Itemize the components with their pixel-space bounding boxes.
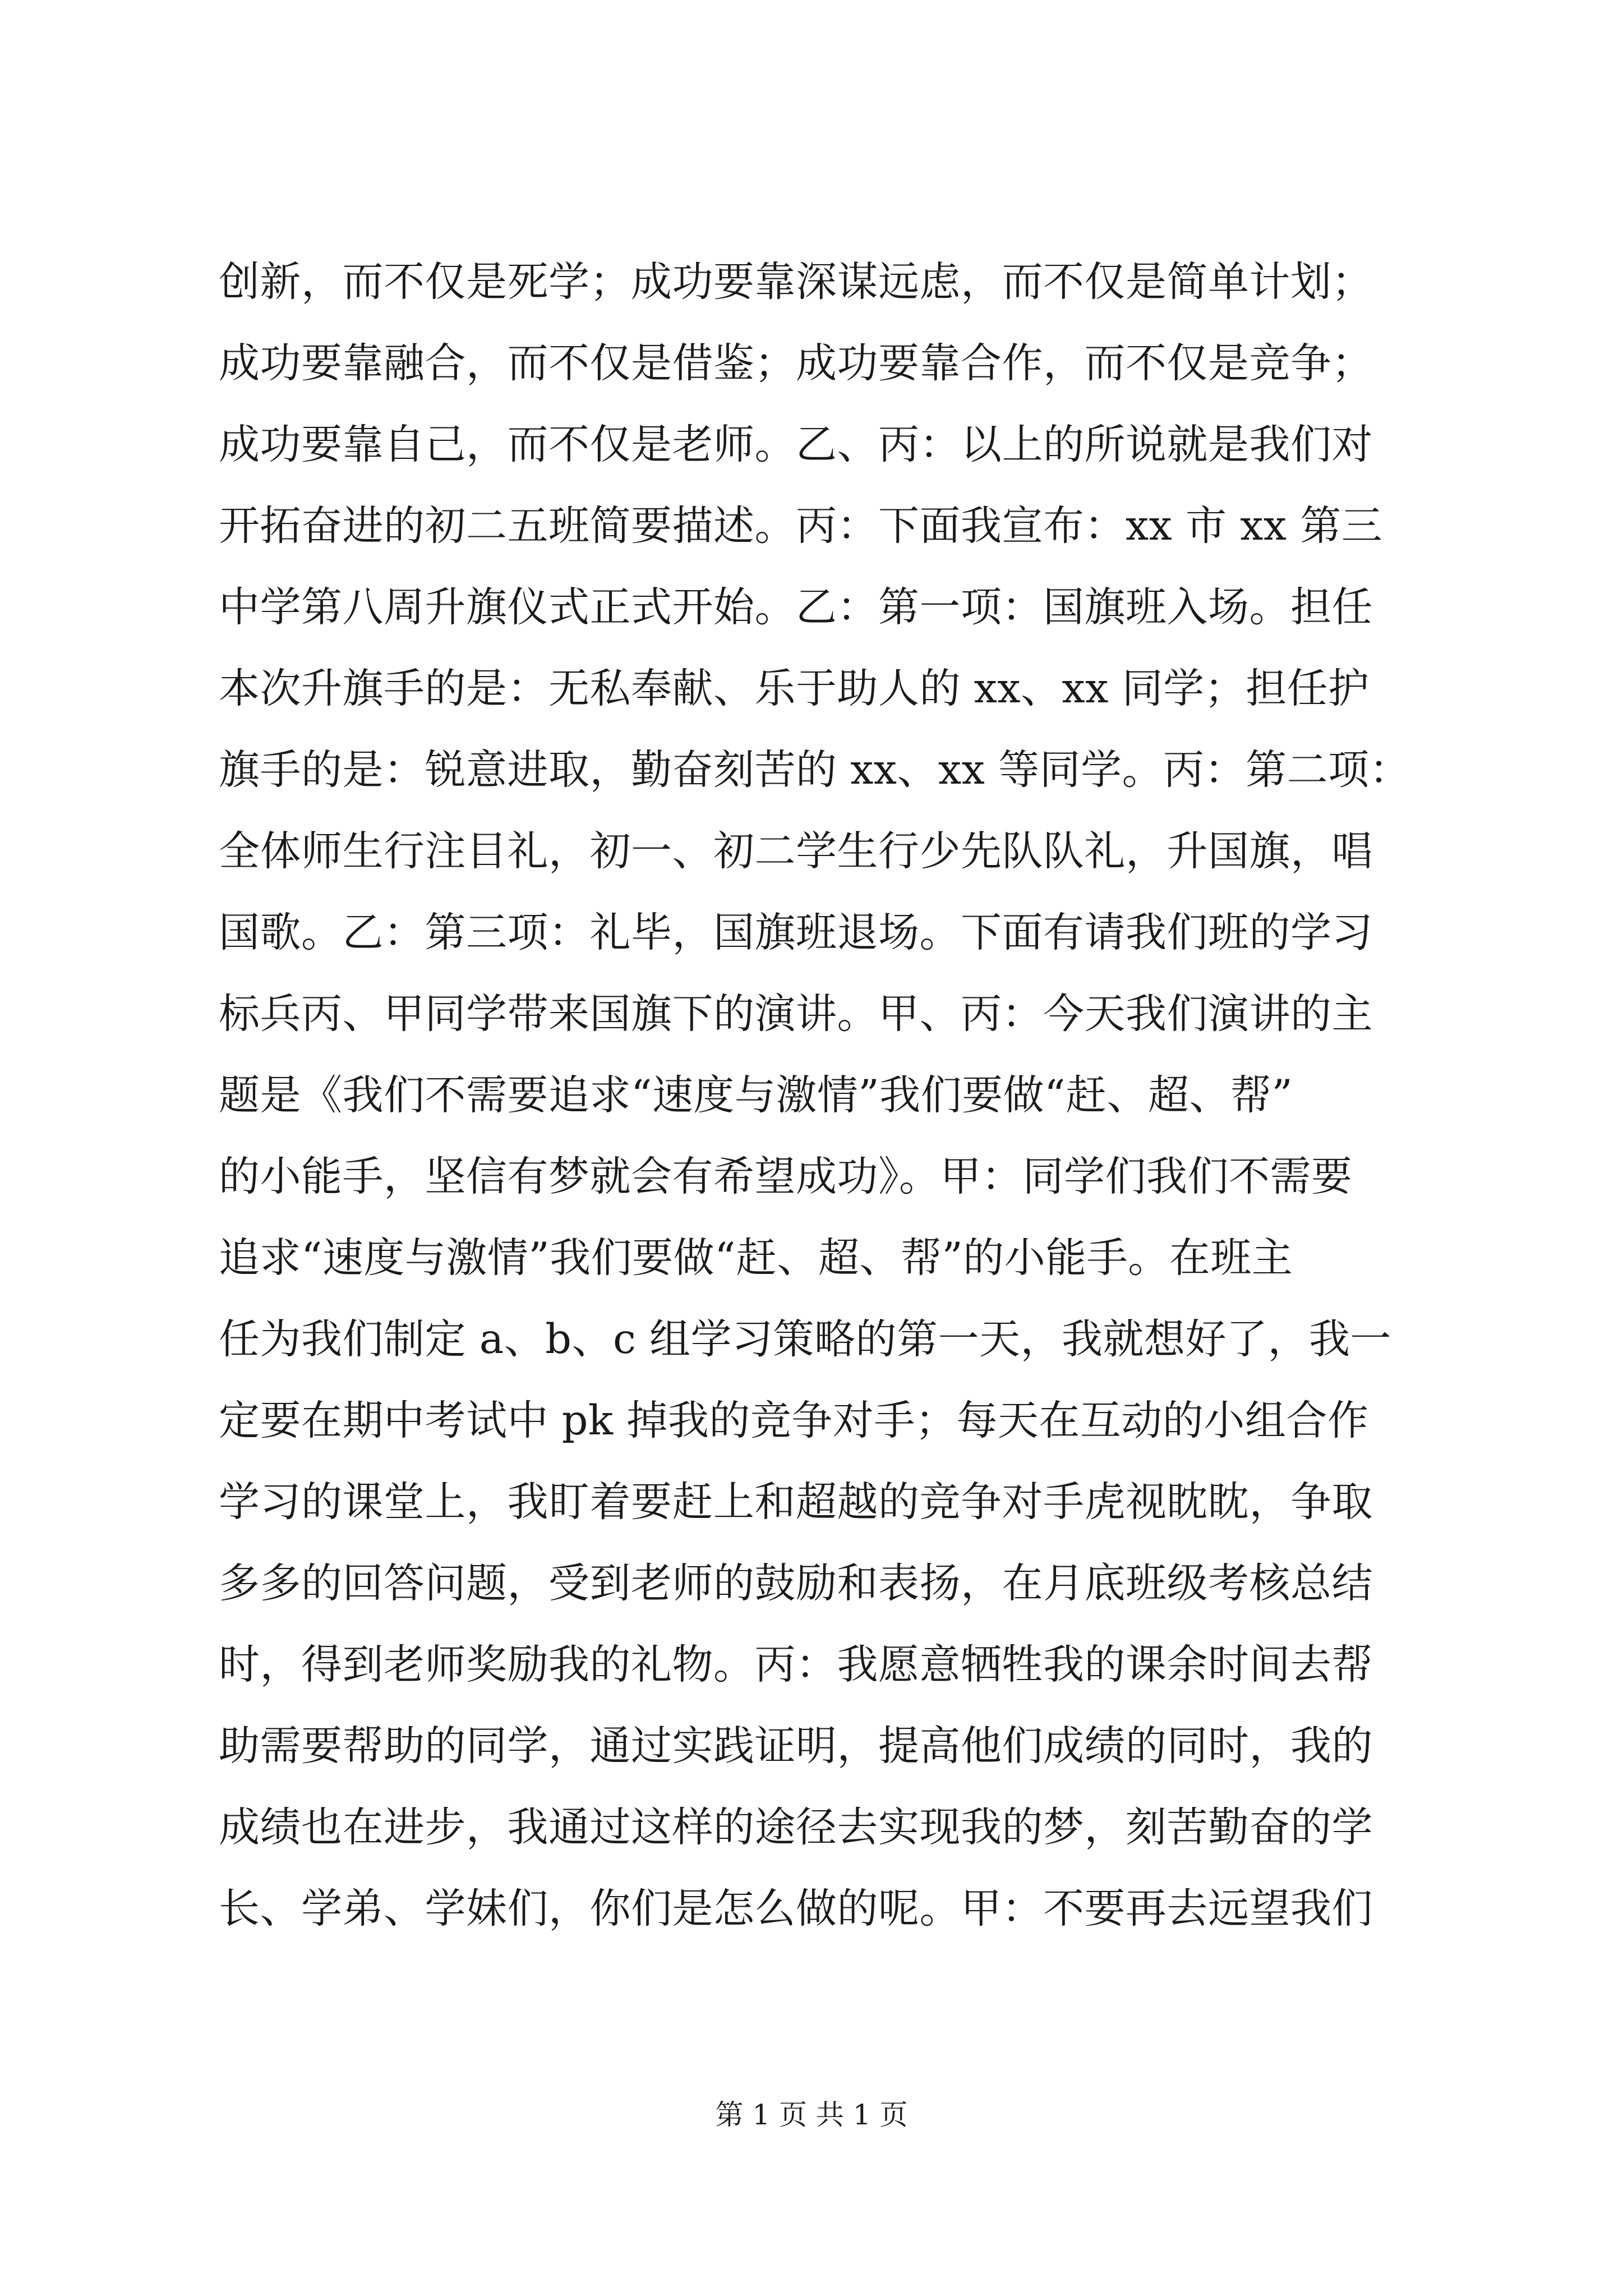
- text-line: 中学第八周升旗仪式正式开始。乙：第一项：国旗班入场。担任: [219, 583, 1373, 631]
- body-text: [219, 241, 1419, 1949]
- text-line: 成功要靠自己，而不仅是老师。乙、丙：以上的所说就是我们对: [219, 421, 1373, 468]
- text-line: 开拓奋进的初二五班简要描述。丙：下面我宣布：xx 市 xx 第三: [219, 502, 1383, 550]
- text-line: 学习的课堂上，我盯着要赶上和超越的竞争对手虎视眈眈，争取: [219, 1478, 1373, 1526]
- text-line: 旗手的是：锐意进取，勤奋刻苦的 xx、xx 等同学。丙：第二项：: [219, 746, 1411, 794]
- text-line: 成绩也在进步，我通过这样的途径去实现我的梦，刻苦勤奋的学: [219, 1803, 1373, 1851]
- text-line: 时，得到老师奖励我的礼物。丙：我愿意牺牲我的课余时间去帮: [219, 1641, 1373, 1688]
- text-line: 助需要帮助的同学，通过实践证明，提高他们成绩的同时，我的: [219, 1722, 1373, 1770]
- text-line: 定要在期中考试中 pk 掉我的竞争对手；每天在互动的小组合作: [219, 1397, 1369, 1444]
- text-line: 任为我们制定 a、b、c 组学习策略的第一天，我就想好了，我一: [219, 1315, 1392, 1363]
- text-line: 题是《我们不需要追求“速度与激情”我们要做“赶、超、帮”: [219, 1071, 1293, 1119]
- text-line: 标兵丙、甲同学带来国旗下的演讲。甲、丙：今天我们演讲的主: [219, 990, 1373, 1038]
- text-line: 追求“速度与激情”我们要做“赶、超、帮”的小能手。在班主: [219, 1234, 1293, 1282]
- text-line: 成功要靠融合，而不仅是借鉴；成功要靠合作，而不仅是竞争；: [219, 339, 1373, 387]
- text-line: 国歌。乙：第三项：礼毕，国旗班退场。下面有请我们班的学习: [219, 909, 1373, 956]
- text-line: 创新，而不仅是死学；成功要靠深谋远虑，而不仅是简单计划；: [219, 258, 1373, 306]
- text-line: 的小能手，坚信有梦就会有希望成功》。甲：同学们我们不需要: [219, 1153, 1353, 1200]
- text-line: 全体师生行注目礼，初一、初二学生行少先队队礼，升国旗，唱: [219, 827, 1373, 875]
- text-line: 多多的回答问题，受到老师的鼓励和表扬，在月底班级考核总结: [219, 1559, 1373, 1607]
- text-line: 长、学弟、学妹们，你们是怎么做的呢。甲：不要再去远望我们: [219, 1885, 1373, 1932]
- text-line: 本次升旗手的是：无私奉献、乐于助人的 xx、xx 同学；担任护: [219, 665, 1370, 712]
- page-footer: 第 1 页 共 1 页: [715, 2099, 908, 2131]
